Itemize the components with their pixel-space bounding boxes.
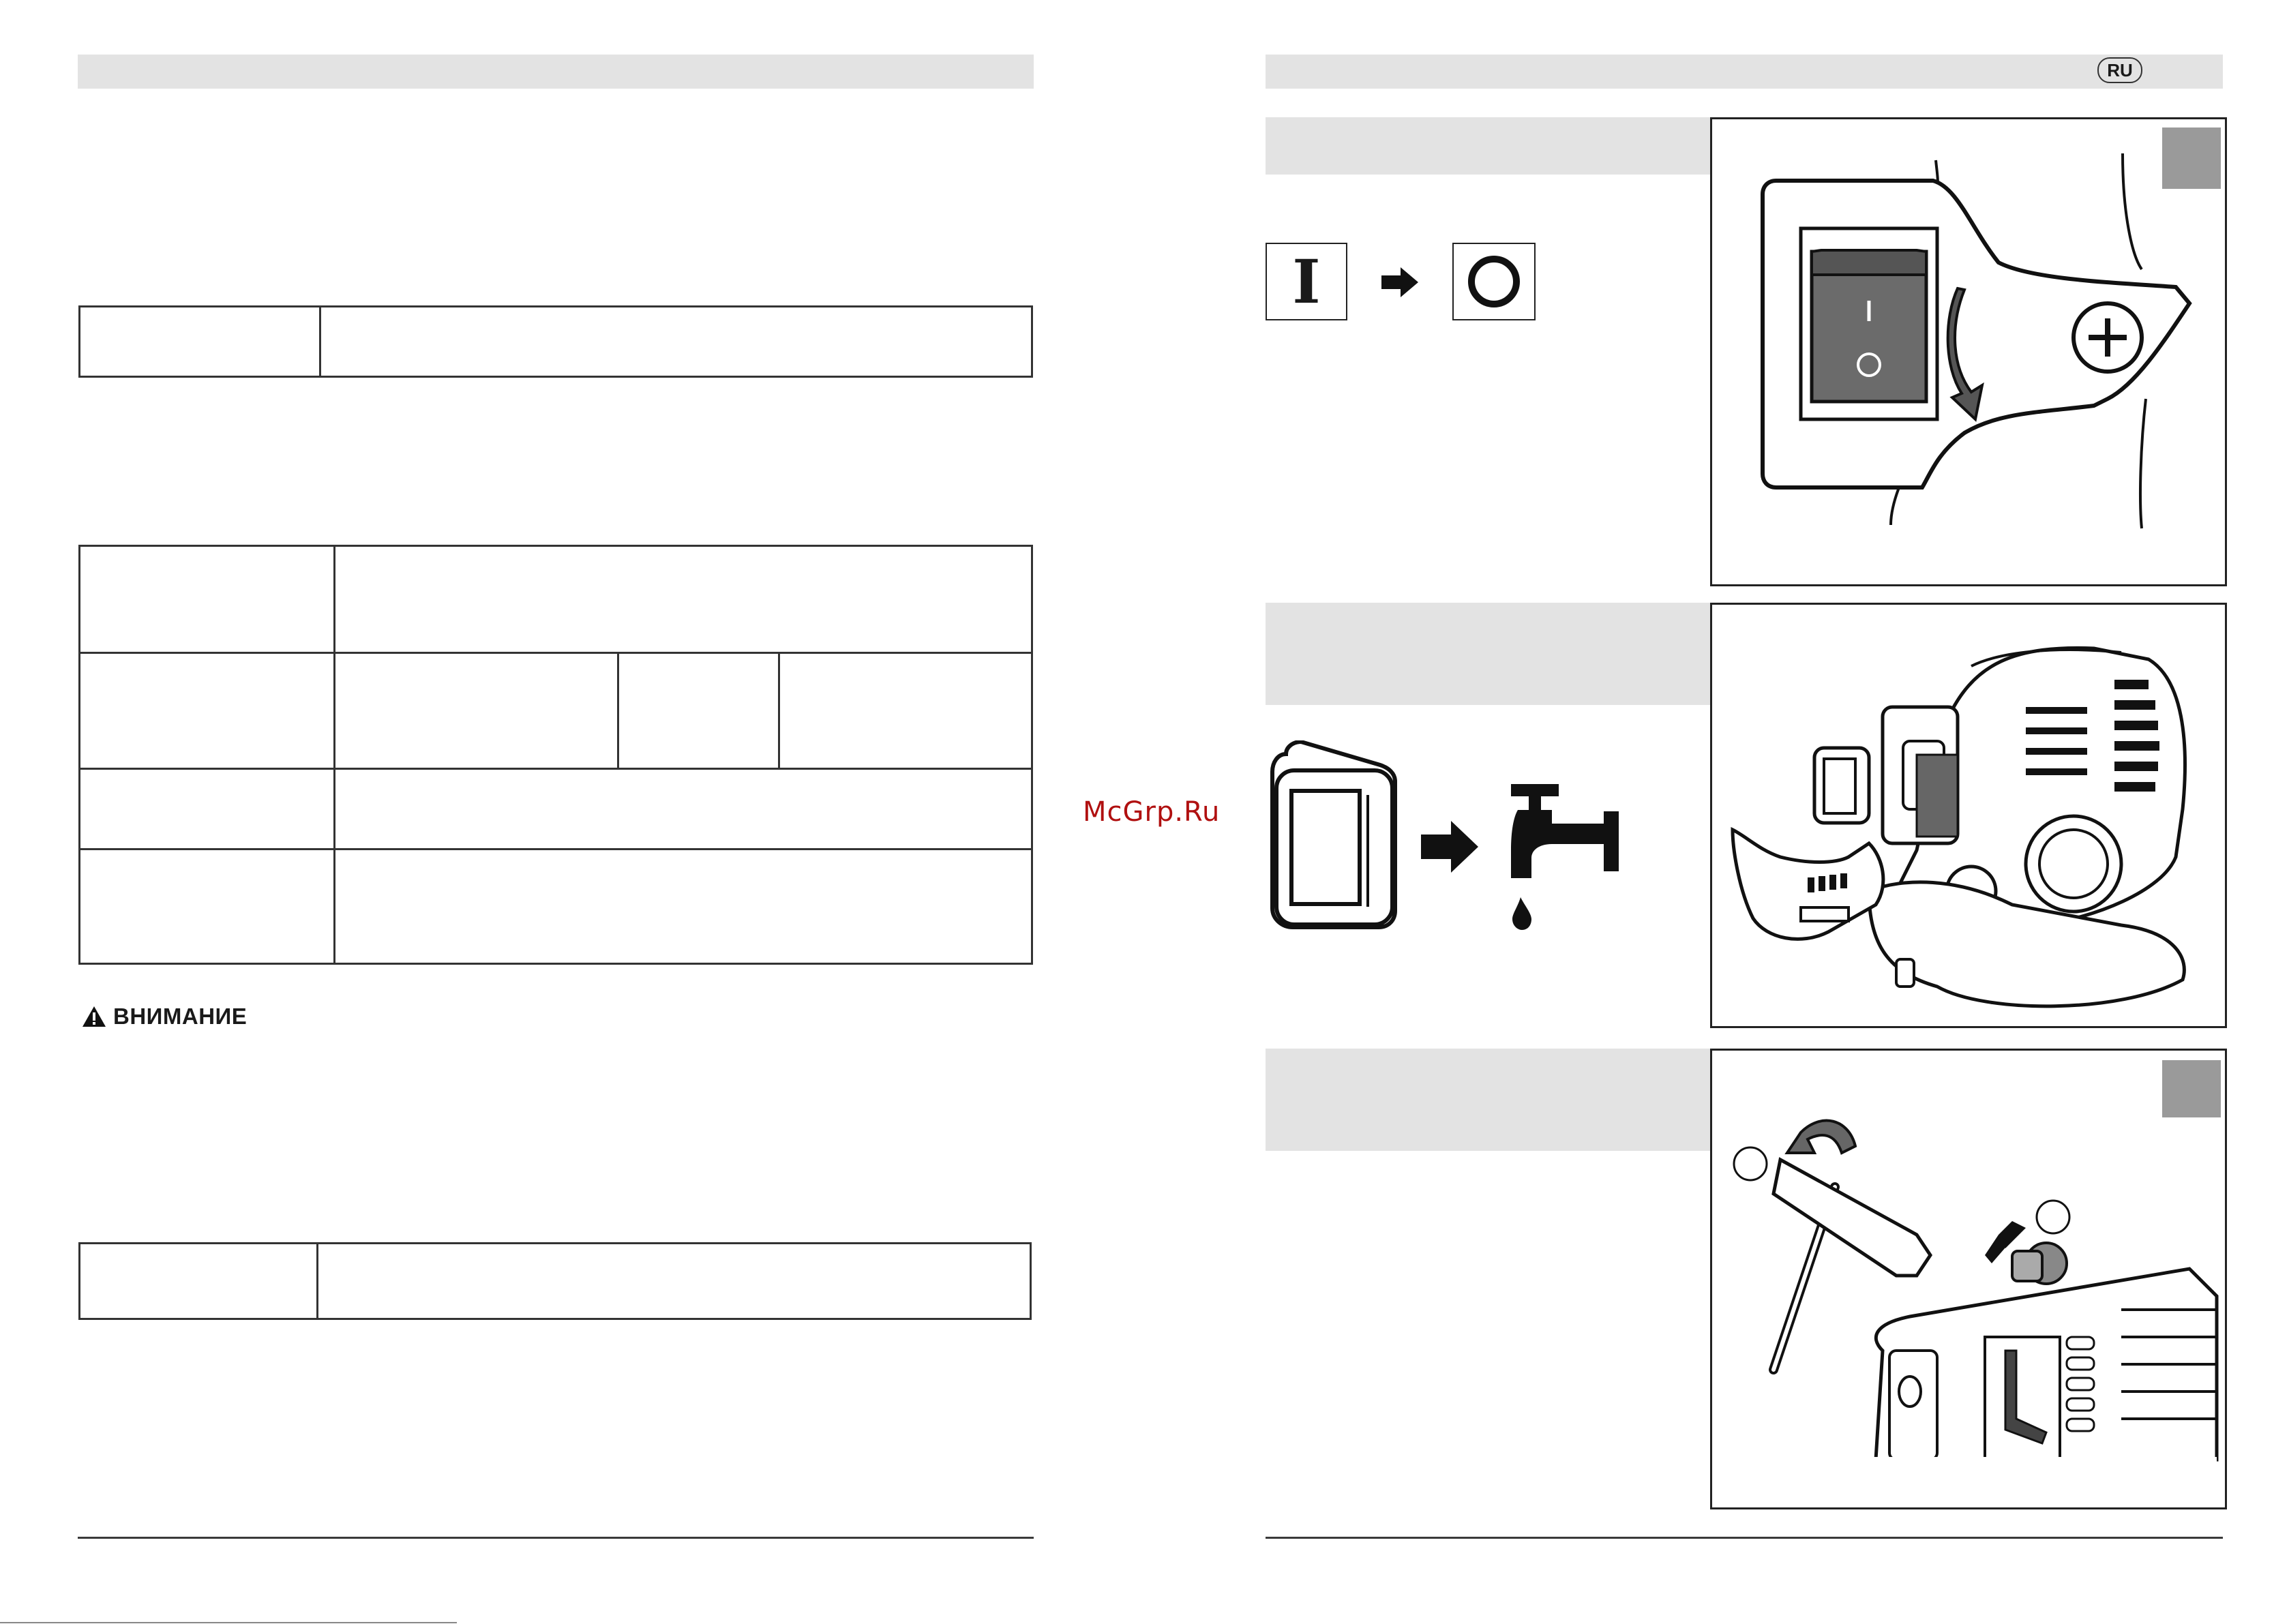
right-footer-rule [1266,1537,2223,1539]
table-cell [80,849,335,964]
table-cell [779,653,1032,769]
warning-triangle-icon [82,1006,106,1027]
section-bar-3 [1266,1049,1710,1151]
water-tap-icon [1491,783,1634,939]
right-header-bar [1266,55,2223,89]
table-cell [335,546,1032,653]
watermark: McGrp.Ru [1083,796,1221,828]
figure-panel-filter [1710,603,2227,1028]
section-bar-2 [1266,603,1710,705]
switch-on-box [1266,243,1347,320]
switch-off-box [1452,243,1536,320]
arrow-right-icon [1421,821,1478,873]
arrow-right-icon [1381,267,1420,297]
warning-heading [82,1004,247,1029]
left-bottom-line [0,1622,457,1623]
table-cell [618,653,779,769]
section-bar-1 [1266,117,1710,175]
left-header-bar [78,55,1034,89]
table-cell [80,653,335,769]
table-cell [80,1244,318,1319]
table-2 [78,545,1033,965]
rocker-switch-illustration [1712,119,2221,580]
spark-plug-illustration [1712,1051,2221,1503]
table-cell [320,307,1032,377]
switch-sequence [1266,243,1538,322]
table-3 [78,1242,1032,1320]
table-1 [78,305,1033,378]
table-cell [80,546,335,653]
engine-filter-illustration [1712,605,2221,1022]
switch-off-symbol [1465,253,1523,310]
figure-panel-switch [1710,117,2227,586]
table-cell [80,307,320,377]
table-cell [335,849,1032,964]
warning-label: ВНИМАНИЕ [113,1004,248,1029]
figure-panel-spark-plug [1710,1049,2227,1509]
table-cell [80,769,335,849]
filter-sequence [1266,740,1634,938]
left-footer-rule [78,1537,1034,1539]
table-cell [318,1244,1031,1319]
language-badge: RU [2097,57,2142,83]
table-cell [335,769,1032,849]
table-cell [335,653,618,769]
air-filter-icon [1266,740,1402,938]
switch-on-symbol: I [1292,246,1321,317]
